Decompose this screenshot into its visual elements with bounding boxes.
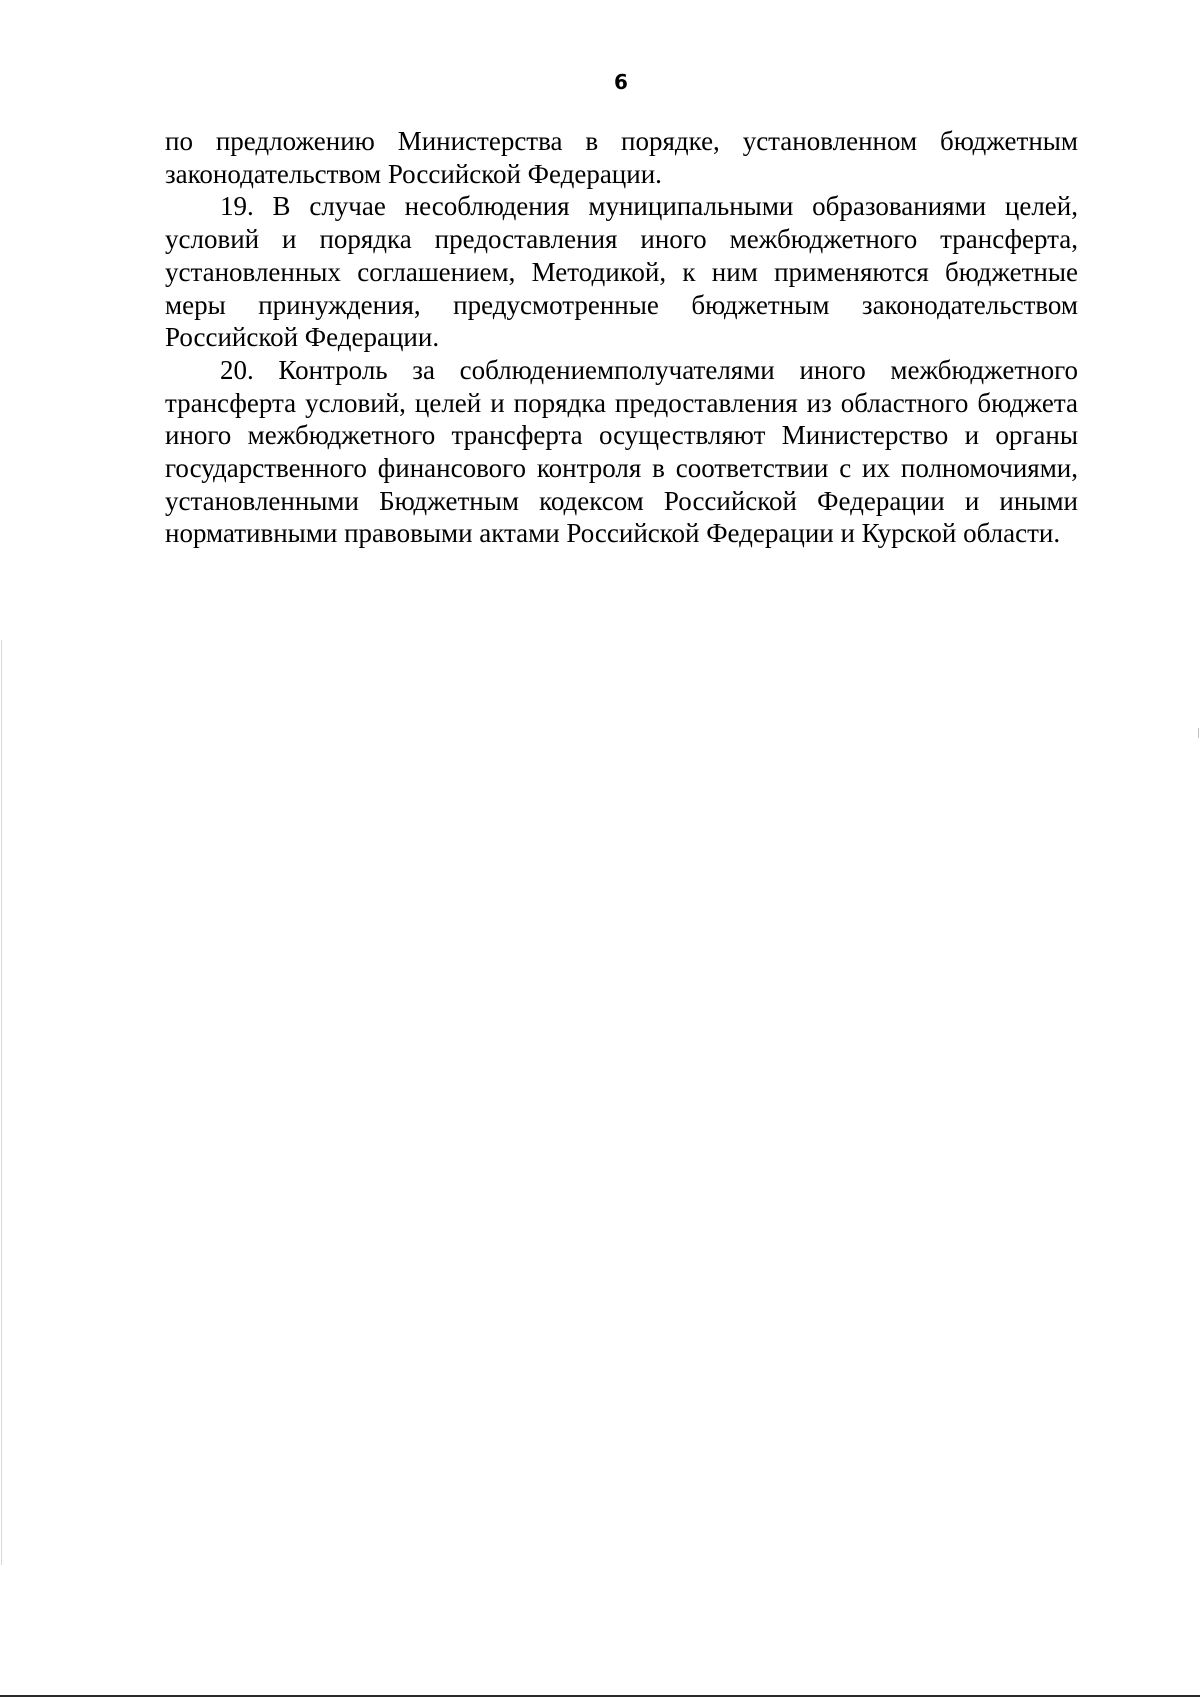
paragraph-continuation: по предложению Министерства в порядке, установленном бюджетным законодательством Российской Федерации. <box>165 126 1078 189</box>
document-body <box>165 125 1078 550</box>
scan-edge-line-bottom <box>0 1695 1200 1697</box>
scan-edge-line-left <box>1 640 2 1565</box>
page-number: 6 <box>614 70 628 94</box>
paragraph-item-20: 20. Контроль за соблюдениемполучателями иного межбюджетного трансферта условий, целей и порядка предоставления из областного бюджета иного межбюджетного трансферта осуществляют Министерство и органы государственного финансового контроля в соответствии с их полномочиями, установленными Бюджетным кодексом Российской Федерации и иными нормативными правовыми актами Российской Федерации и Курской области. <box>165 354 1078 549</box>
scan-edge-mark-right <box>1198 728 1199 738</box>
paragraph-item-19: 19. В случае несоблюдения муниципальными образованиями целей, условий и порядка предоставления иного межбюджетного трансферта, установленных соглашением, Методикой, к ним применяются бюджетные меры принуждения, предусмотренные бюджетным законодательством Российской Федерации. <box>165 191 1078 353</box>
